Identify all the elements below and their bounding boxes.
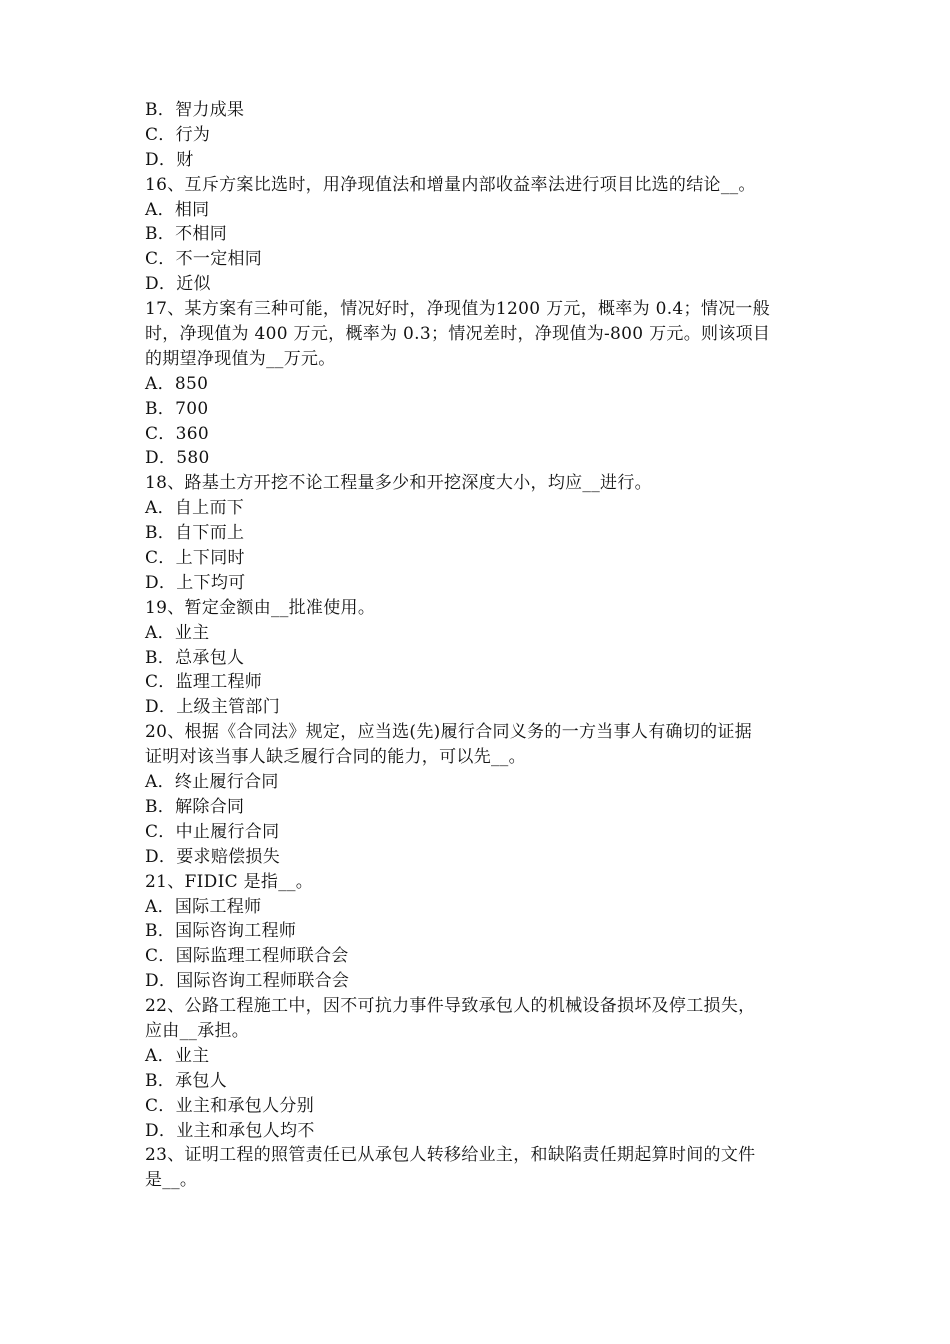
option-d-q19: D．上级主管部门 [145,697,281,718]
option-d-q15: D．财 [145,149,194,170]
question-17-line-2: 时，净现值为 400 万元，概率为 0.3；情况差时，净现值为-800 万元。则该项目 [145,324,771,345]
option-a-q21: A．国际工程师 [145,896,262,917]
option-d-q17: D．580 [145,448,210,469]
option-c-q17: C．360 [145,423,209,444]
option-c-q15: C．行为 [145,124,211,145]
option-c-q22: C．业主和承包人分别 [145,1095,315,1116]
option-d-q18: D．上下均可 [145,572,246,593]
option-a-q16: A．相同 [145,199,210,220]
option-d-q20: D．要求赔偿损失 [145,846,281,867]
option-a-q19: A．业主 [145,622,210,643]
option-b-q16: B．不相同 [145,224,227,245]
question-17-line-1: 17、某方案有三种可能，情况好时，净现值为1200 万元，概率为 0.4；情况一般 [145,299,771,320]
option-c-q21: C．国际监理工程师联合会 [145,946,349,967]
option-a-q18: A．自上而下 [145,498,245,519]
document-page [145,98,810,1193]
question-18: 18、路基土方开挖不论工程量多少和开挖深度大小，均应__进行。 [145,473,652,494]
option-a-q20: A．终止履行合同 [145,772,279,793]
option-c-q18: C．上下同时 [145,548,245,569]
option-d-q21: D．国际咨询工程师联合会 [145,971,350,992]
option-b-q21: B．国际咨询工程师 [145,921,297,942]
question-23-line-2: 是__。 [145,1170,198,1191]
question-16: 16、互斥方案比选时，用净现值法和增量内部收益率法进行项目比选的结论__。 [145,174,756,195]
option-b-q15: B．智力成果 [145,100,245,120]
option-b-q20: B．解除合同 [145,796,245,817]
question-21: 21、FIDIC 是指__。 [145,871,314,892]
question-19: 19、暂定金额由__批准使用。 [145,597,376,618]
option-a-q22: A．业主 [145,1045,210,1066]
option-c-q16: C．不一定相同 [145,249,263,270]
option-b-q19: B．总承包人 [145,647,245,668]
option-a-q17: A．850 [145,373,209,394]
option-b-q18: B．自下而上 [145,523,245,544]
option-c-q19: C．监理工程师 [145,672,263,693]
question-20-line-2: 证明对该当事人缺乏履行合同的能力，可以先__。 [145,747,526,768]
option-b-q17: B．700 [145,398,209,419]
question-22-line-2: 应由__承担。 [145,1020,250,1041]
option-b-q22: B．承包人 [145,1070,227,1091]
question-22-line-1: 22、公路工程施工中，因不可抗力事件导致承包人的机械设备损坏及停工损失， [145,996,756,1017]
question-17-line-3: 的期望净现值为__万元。 [145,348,336,369]
question-20-line-1: 20、根据《合同法》规定，应当选(先)履行合同义务的一方当事人有确切的证据 [145,722,752,743]
option-d-q22: D．业主和承包人均不 [145,1120,315,1141]
option-c-q20: C．中止履行合同 [145,821,280,842]
option-d-q16: D．近似 [145,274,211,295]
question-23-line-1: 23、证明工程的照管责任已从承包人转移给业主，和缺陷责任期起算时间的文件 [145,1145,756,1166]
